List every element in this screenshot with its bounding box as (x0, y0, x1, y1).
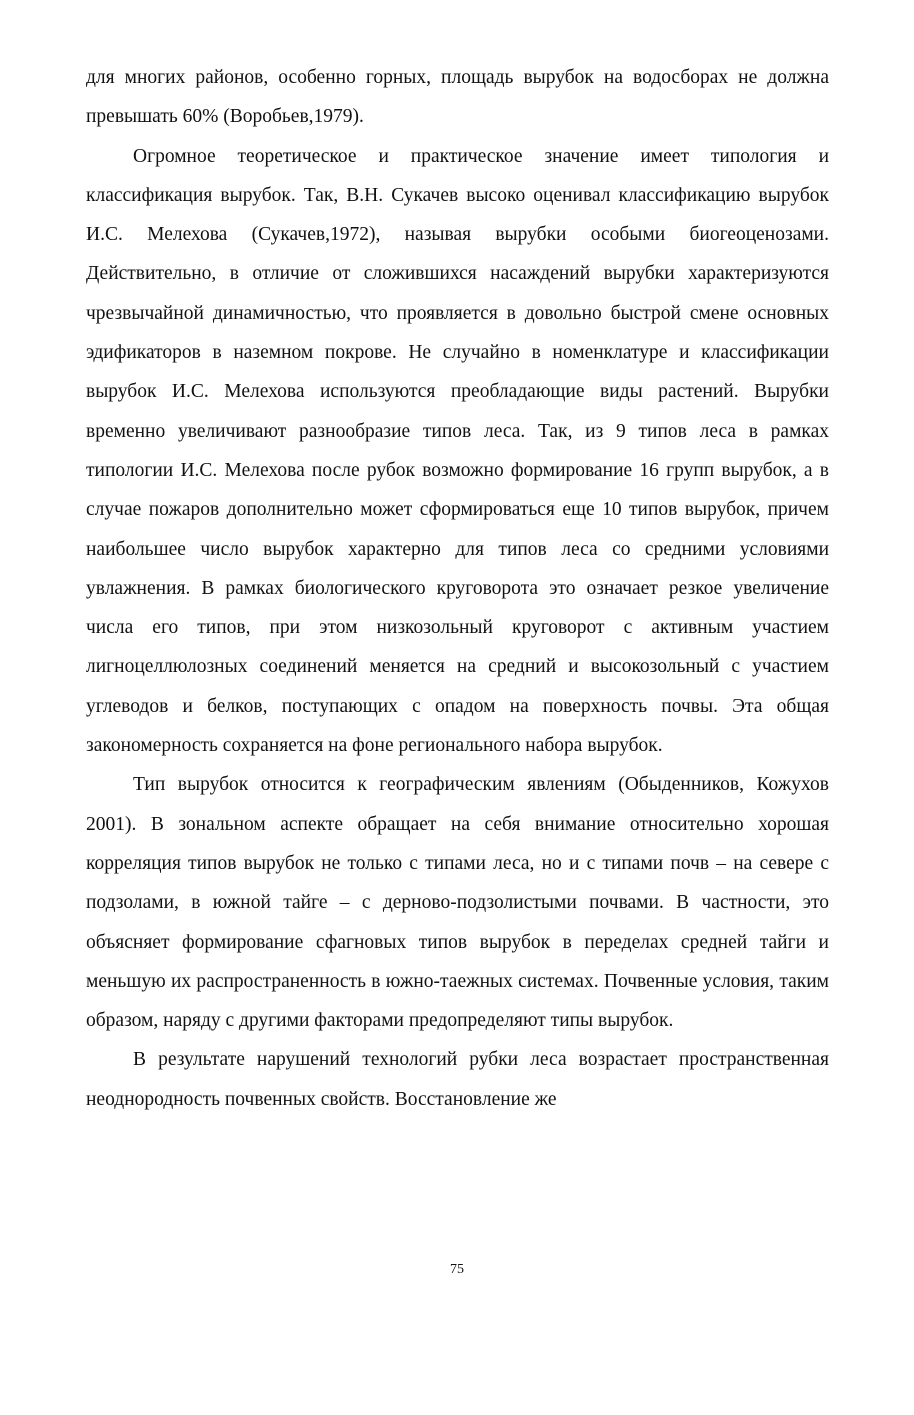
paragraph-geography: Тип вырубок относится к географическим явлениям (Обыденников, Кожухов 2001). В зональном аспекте обращает на себя внимание относительно хорошая корреляция типов вырубок не только с типами леса, но и с типами почв – на севере с подзолами, в южной тайге – с дерново-подзолистыми почвами. В частности, это объясняет формирование сфагновых типов вырубок в переделах средней тайги и меньшую их распространенность в южно-таежных системах. Почвенные условия, таким образом, наряду с другими факторами предопределяют типы вырубок. (86, 774, 829, 1032)
paragraph-soil-heterogeneity: В результате нарушений технологий рубки леса возрастает пространственная неоднородность почвенных свойств. Восстановление же (86, 1049, 829, 1110)
page-number: 75 (450, 1262, 464, 1277)
body-text (86, 58, 829, 1119)
paragraph-typology: Огромное теоретическое и практическое значение имеет типология и классификация вырубок. Так, В.Н. Сукачев высоко оценивал классификацию вырубок И.С. Мелехова (Сукачев,1972), называя вырубки особыми биогеоценозами. Действительно, в отличие от сложившихся насаждений вырубки характеризуются чрезвычайной динамичностью, что проявляется в довольно быстрой смене основных эдификаторов в наземном покрове. Не случайно в номенклатуре и классификации вырубок И.С. Мелехова используются преобладающие виды растений. Вырубки временно увеличивают разнообразие типов леса. Так, из 9 типов леса в рамках типологии И.С. Мелехова после рубок возможно формирование 16 групп вырубок, а в случае пожаров дополнительно может сформироваться еще 10 типов вырубок, причем наибольшее число вырубок характерно для типов леса со средними условиями увлажнения. В рамках биологического круговорота это означает резкое увеличение числа его типов, при этом низкозольный круговорот с активным участием лигноцеллюлозных соединений меняется на средний и высокозольный с участием углеводов и белков, поступающих с опадом на поверхность почвы. Эта общая закономерность сохраняется на фоне регионального набора вырубок. (86, 145, 829, 757)
paragraph-continuation: для многих районов, особенно горных, площадь вырубок на водосборах не должна превышать 60% (Воробьев,1979). (86, 67, 829, 128)
